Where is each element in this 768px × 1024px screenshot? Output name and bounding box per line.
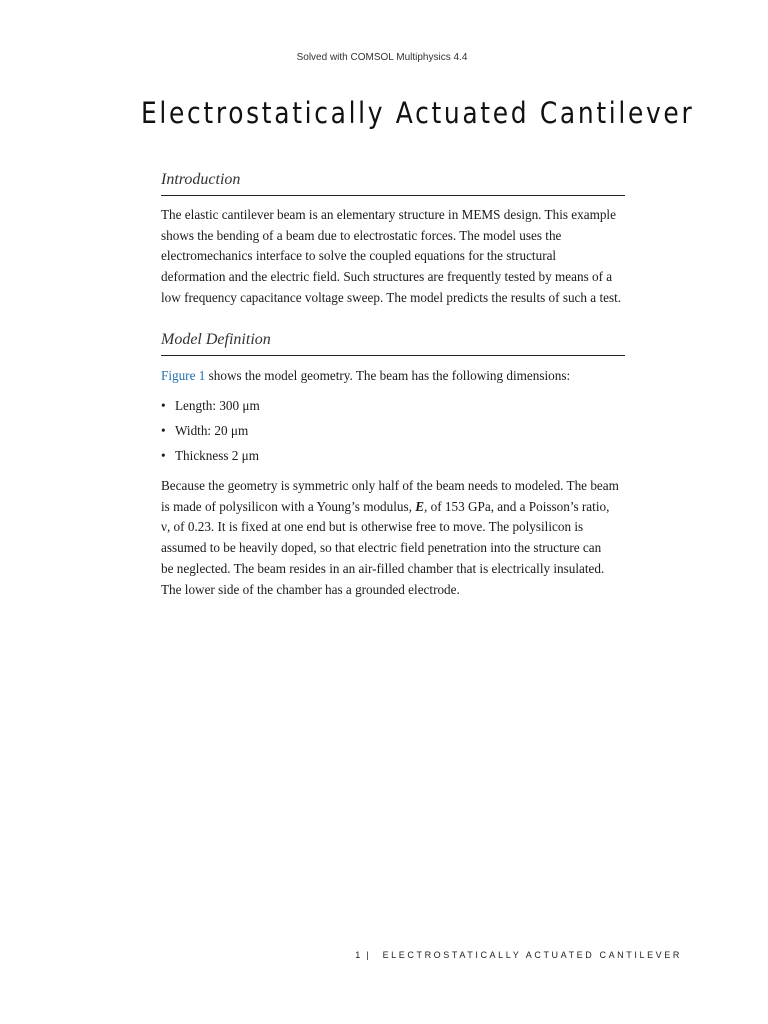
list-item — [161, 445, 260, 470]
text-line: deformation and the electric field. Such structures are frequently tested by means of a — [161, 269, 613, 285]
text-line: ν, of 0.23. It is fixed at one end but is otherwise free to move. The polysilicon is — [161, 519, 584, 535]
text-span: shows the model geometry. The beam has the following dimensions: — [205, 368, 571, 383]
section-heading-introduction: Introduction — [161, 171, 625, 196]
figure-1-link[interactable]: Figure 1 — [161, 368, 206, 383]
text-line: The elastic cantilever beam is an elementary structure in MEMS design. This example — [161, 207, 616, 222]
text-line: The lower side of the chamber has a grounded electrode. — [161, 581, 460, 597]
bullet-icon: • — [161, 423, 166, 438]
text-span: is made of polysilicon with a Young’s modulus, — [161, 498, 416, 514]
text-line: Because the geometry is symmetric only half of the beam needs to modeled. The beam — [161, 478, 619, 493]
list-item-text: Length: 300 μm — [175, 398, 260, 413]
bullet-icon: • — [161, 448, 166, 463]
text-line: electromechanics interface to solve the coupled equations for the structural — [161, 248, 557, 264]
footer-separator: | — [366, 950, 369, 960]
dimensions-list — [161, 395, 260, 470]
page-footer — [0, 950, 682, 960]
list-item-text: Thickness 2 μm — [175, 448, 259, 463]
bullet-icon: • — [161, 398, 166, 413]
text-line: assumed to be heavily doped, so that electric field penetration into the structure can — [161, 540, 602, 556]
model-definition-intro — [161, 366, 631, 387]
list-item — [161, 420, 260, 445]
text-line: be neglected. The beam resides in an air-filled chamber that is electrically insulated. — [161, 560, 605, 576]
text-span: , of 153 GPa, and a Poisson’s ratio, — [424, 498, 610, 514]
page-number: 1 — [355, 950, 361, 960]
running-header: Solved with COMSOL Multiphysics 4.4 — [296, 52, 468, 63]
footer-running-title: ELECTROSTATICALLY ACTUATED CANTILEVER — [382, 950, 682, 960]
model-definition-paragraph — [161, 476, 631, 600]
introduction-paragraph — [161, 205, 631, 309]
text-line: low frequency capacitance voltage sweep. The model predicts the results of such a test. — [161, 289, 622, 305]
list-item — [161, 395, 260, 420]
section-heading-model-definition: Model Definition — [161, 331, 625, 356]
youngs-modulus-symbol: E — [415, 498, 425, 514]
text-line — [161, 497, 631, 518]
text-line: shows the bending of a beam due to electrostatic forces. The model uses the — [161, 227, 562, 243]
text-line — [161, 366, 631, 387]
list-item-text: Width: 20 μm — [175, 423, 249, 438]
document-title: Electrostatically Actuated Cantilever — [141, 96, 695, 130]
